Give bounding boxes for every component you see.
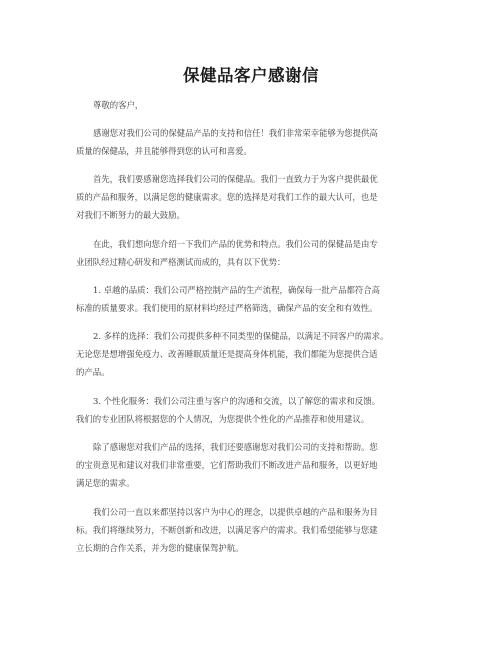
greeting — [76, 96, 428, 114]
paragraph-3 — [76, 235, 428, 271]
paragraph-1 — [76, 124, 428, 160]
greeting-text: 尊敬的客户， — [93, 100, 144, 110]
paragraph-line: 标。我们将继续努力，不断创新和改进，以满足客户的需求。我们希望能够与您建 — [76, 525, 378, 535]
paragraph-line: 的产品。 — [76, 367, 110, 377]
paragraph-line: 满足您的需求。 — [76, 478, 135, 488]
paragraph-line: 感谢您对我们公司的保健品产品的支持和信任！我们非常荣幸能够为您提供高 — [93, 128, 378, 138]
paragraph-line: 无论您是想增强免疫力、改善睡眠质量还是提高身体机能，我们都能为您提供合适 — [76, 349, 378, 359]
paragraph-5 — [76, 327, 428, 381]
paragraph-line: 质量的保健品，并且能够得到您的认可和喜爱。 — [76, 146, 252, 156]
paragraph-line: 我们的专业团队将根据您的个人情况，为您提供个性化的产品推荐和使用建议。 — [76, 414, 370, 424]
paragraph-line: 除了感谢您对我们产品的选择，我们还要感谢您对我们公司的支持和帮助。您 — [93, 442, 378, 452]
paragraph-line: 3. 个性化服务：我们公司注重与客户的沟通和交流，以了解您的需求和反馈。 — [93, 396, 381, 406]
paragraph-line: 业团队经过精心研发和严格测试而成的，具有以下优势： — [76, 257, 286, 267]
paragraph-line: 我们公司一直以来都坚持以客户为中心的理念，以提供卓越的产品和服务为目 — [93, 507, 378, 517]
paragraph-line: 立长期的合作关系，并为您的健康保驾护航。 — [76, 543, 244, 553]
paragraph-line: 的宝贵意见和建议对我们非常重要，它们帮助我们不断改进产品和服务，以更好地 — [76, 460, 378, 470]
paragraph-line: 2. 多样的选择：我们公司提供多种不同类型的保健品，以满足不同客户的需求。 — [93, 331, 389, 341]
paragraph-line: 首先，我们要感谢您选择我们公司的保健品。我们一直致力于为客户提供最优 — [93, 174, 378, 184]
page-title: 保健品客户感谢信 — [183, 66, 319, 85]
paragraph-4 — [76, 281, 428, 317]
paragraph-7 — [76, 438, 428, 492]
paragraph-line: 在此，我们想向您介绍一下我们产品的优势和特点。我们公司的保健品是由专 — [93, 239, 378, 249]
paragraph-line: 1. 卓越的品质：我们公司严格控制产品的生产流程，确保每一批产品都符合高 — [93, 285, 381, 295]
paragraph-8 — [76, 503, 428, 557]
paragraph-6 — [76, 392, 428, 428]
paragraph-line: 标准的质量要求。我们使用的原材料均经过严格筛选，确保产品的安全和有效性。 — [76, 303, 378, 313]
paragraph-2 — [76, 170, 428, 224]
paragraph-line: 质的产品和服务，以满足您的健康需求。您的选择是对我们工作的最大认可，也是 — [76, 192, 378, 202]
paragraph-line: 对我们不断努力的最大鼓励。 — [76, 210, 185, 220]
